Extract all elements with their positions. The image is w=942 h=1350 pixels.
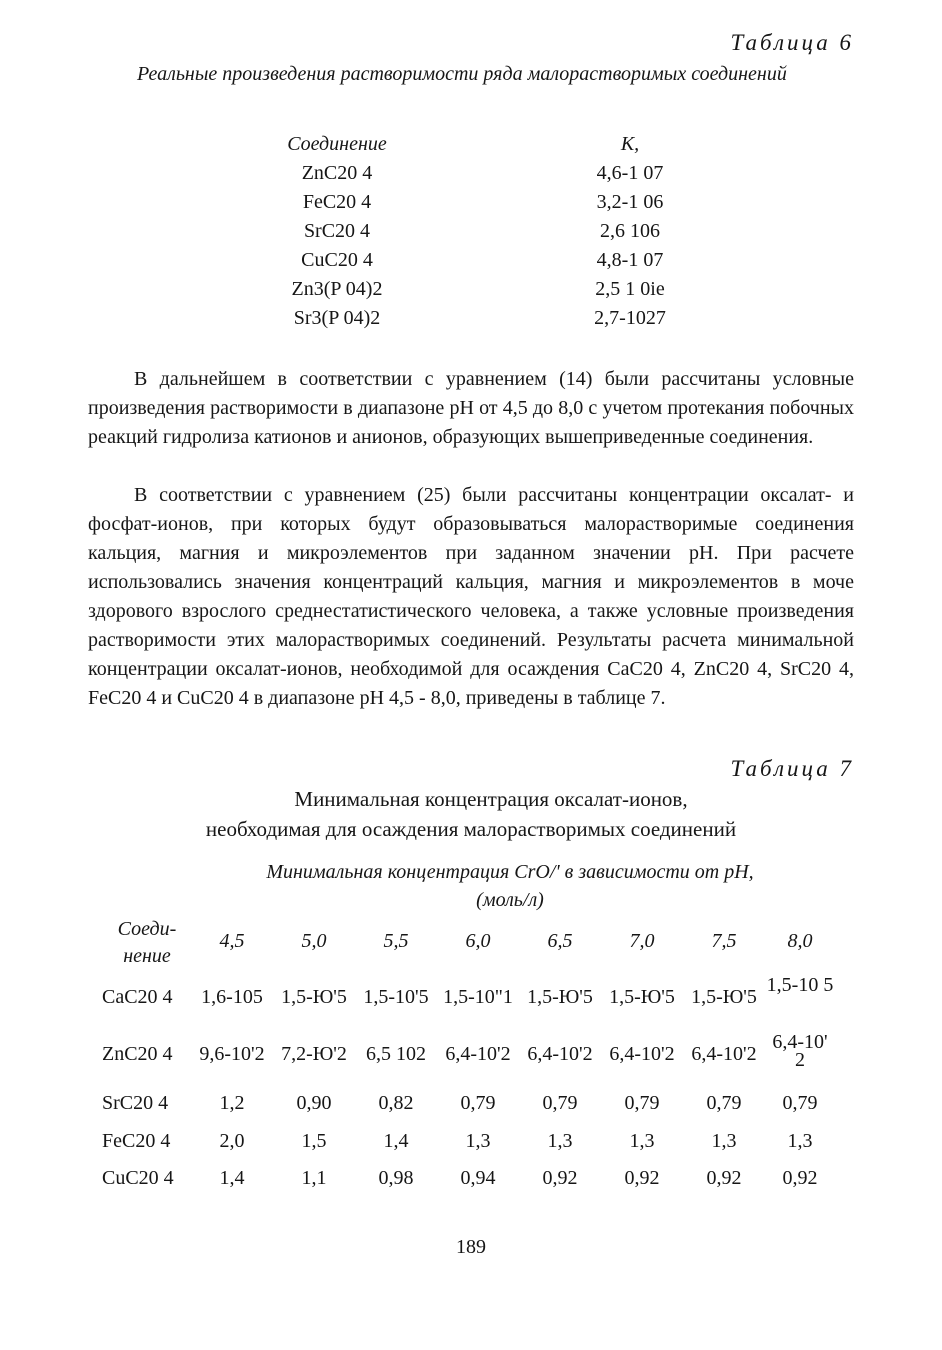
concentration-cell: 1,5-Ю'5 [527, 986, 593, 1008]
concentration-cell: 1,5-10'5 [363, 986, 429, 1008]
table-row [0, 1130, 942, 1164]
table7-row-header [102, 916, 192, 970]
table-row [0, 278, 942, 306]
concentration-cell: 6,4-10'2 [445, 1043, 511, 1065]
k-value: 2,6 106 [600, 220, 660, 242]
ph-header: 7,0 [629, 930, 655, 952]
table6-header-row [0, 133, 942, 161]
paragraph [88, 365, 854, 452]
ph-header: 5,5 [383, 930, 409, 952]
concentration-cell: 7,2-Ю'2 [281, 1043, 347, 1065]
concentration-cell: 0,94 [460, 1167, 496, 1189]
concentration-cell: 1,5 [301, 1130, 327, 1152]
concentration-cell: 0,92 [782, 1167, 818, 1189]
table6-title: Реальные произведения растворимости ряда малорастворимых соединений [137, 63, 787, 85]
compound-name: FeC20 4 [302, 191, 372, 213]
concentration-cell: 0,90 [296, 1092, 332, 1114]
concentration-cell: 1,5-10 5 [766, 974, 834, 996]
concentration-cell: 1,5-Ю'5 [609, 986, 675, 1008]
concentration-cell: 2,0 [219, 1130, 245, 1152]
table-row [0, 974, 942, 1020]
table-row [0, 191, 942, 219]
ph-header: 5,0 [301, 930, 327, 952]
k-value: 3,2-1 06 [596, 191, 664, 213]
page-number: 189 [456, 1236, 486, 1258]
table-row [0, 1031, 942, 1077]
concentration-cell: 0,79 [542, 1092, 578, 1114]
concentration-cell: 6,5 102 [366, 1043, 426, 1065]
concentration-cell: 0,92 [624, 1167, 660, 1189]
table6-header-compound: Соединение [287, 133, 387, 155]
concentration-cell: 6,4-10'2 [527, 1043, 593, 1065]
compound-name: CaC20 4 [102, 986, 173, 1008]
concentration-cell: 1,6-105 [201, 986, 263, 1008]
concentration-cell: 6,4-10'2 [609, 1043, 675, 1065]
ph-header: 6,0 [465, 930, 491, 952]
compound-name: ZnC20 4 [301, 162, 373, 184]
table7-header-row [0, 914, 942, 974]
concentration-cell: 1,3 [629, 1130, 655, 1152]
table7-title-line: Минимальная концентрация оксалат-ионов, [294, 787, 688, 811]
ph-header: 7,5 [711, 930, 737, 952]
k-value: 4,8-1 07 [596, 249, 664, 271]
concentration-cell: 0,92 [542, 1167, 578, 1189]
compound-name: CuC20 4 [301, 249, 373, 271]
table-row [0, 162, 942, 190]
concentration-cell: 6,4-10'2 [691, 1043, 757, 1065]
concentration-cell: 1,2 [219, 1092, 245, 1114]
compound-name: FeC20 4 [102, 1130, 171, 1152]
compound-name: ZnC20 4 [102, 1043, 173, 1065]
concentration-cell: 0,79 [624, 1092, 660, 1114]
concentration-cell: 0,98 [378, 1167, 414, 1189]
ph-header: 6,5 [547, 930, 573, 952]
table6-header-k: К, [620, 133, 640, 155]
compound-name: Zn3(P 04)2 [291, 278, 383, 300]
compound-name: SrC20 4 [102, 1092, 169, 1114]
table7-title-line: необходимая для осаждения малорастворимых соединений [205, 817, 737, 841]
concentration-cell: 1,3 [547, 1130, 573, 1152]
concentration-cell: 6,4-10' 2 [772, 1031, 828, 1071]
table7-caption: Таблица 7 [730, 756, 854, 781]
ph-header: 8,0 [787, 930, 813, 952]
paragraph-text: В соответствии с уравнением (25) были рассчитаны концентрации оксалат- и фосфат-ионов, при которых будут образовываться малорастворимые соединения кальция, магния и микроэлементов при заданном значении рН. При расчете использовались значения концентраций кальция, магния и микроэлементов в моче здорового взрослого среднестатистического человека, а также условные произведения растворимости этих малорастворимых соединений. Результаты расчета минимальной концентрации оксалат-ионов, необходимой для осаждения CaC20 4, ZnC20 4, SrC20 4, FeC20 4 и CuC20 4 в диапазоне рН 4,5 - 8,0, приведены в таблице 7. [88, 484, 854, 709]
paragraph-text: В дальнейшем в соответствии с уравнением (14) были рассчитаны условные произведения растворимости в диапазоне рН от 4,5 до 8,0 с учетом протекания побочных реакций гидролиза катионов и анионов, образующих вышеприведенные соединения. [88, 368, 854, 448]
concentration-cell: 1,1 [301, 1167, 327, 1189]
k-value: 4,6-1 07 [596, 162, 664, 184]
concentration-cell: 0,92 [706, 1167, 742, 1189]
concentration-cell: 1,3 [711, 1130, 737, 1152]
row-header-line: нение [123, 945, 171, 967]
table7-subheader [160, 858, 860, 914]
concentration-cell: 0,79 [460, 1092, 496, 1114]
k-value: 2,5 1 0ie [595, 278, 665, 300]
row-header-line: Соеди- [117, 918, 177, 940]
table7-subheader-unit: (моль/л) [476, 889, 544, 911]
concentration-cell: 1,5-10"1 [443, 986, 513, 1008]
table-row [0, 1092, 942, 1126]
compound-name: SrC20 4 [303, 220, 371, 242]
concentration-cell: 0,79 [706, 1092, 742, 1114]
compound-name: CuC20 4 [102, 1167, 174, 1189]
table-row [0, 1167, 942, 1201]
concentration-cell: 1,3 [787, 1130, 813, 1152]
ph-header: 4,5 [219, 930, 245, 952]
paragraph [88, 481, 854, 713]
concentration-cell: 1,4 [383, 1130, 409, 1152]
table-row [0, 249, 942, 277]
concentration-cell: 0,82 [378, 1092, 414, 1114]
table-row [0, 307, 942, 335]
table-row [0, 220, 942, 248]
table7-title [0, 784, 942, 844]
concentration-cell: 0,79 [782, 1092, 818, 1114]
concentration-cell: 1,3 [465, 1130, 491, 1152]
concentration-cell: 1,4 [219, 1167, 245, 1189]
compound-name: Sr3(P 04)2 [293, 307, 381, 329]
k-value: 2,7-1027 [594, 307, 666, 329]
concentration-cell: 1,5-Ю'5 [281, 986, 347, 1008]
table7-subheader-line: Минимальная концентрация CrO/' в зависимости от рН, [266, 861, 754, 883]
table6-caption: Таблица 6 [730, 30, 854, 55]
concentration-cell: 1,5-Ю'5 [691, 986, 757, 1008]
concentration-cell: 9,6-10'2 [199, 1043, 265, 1065]
